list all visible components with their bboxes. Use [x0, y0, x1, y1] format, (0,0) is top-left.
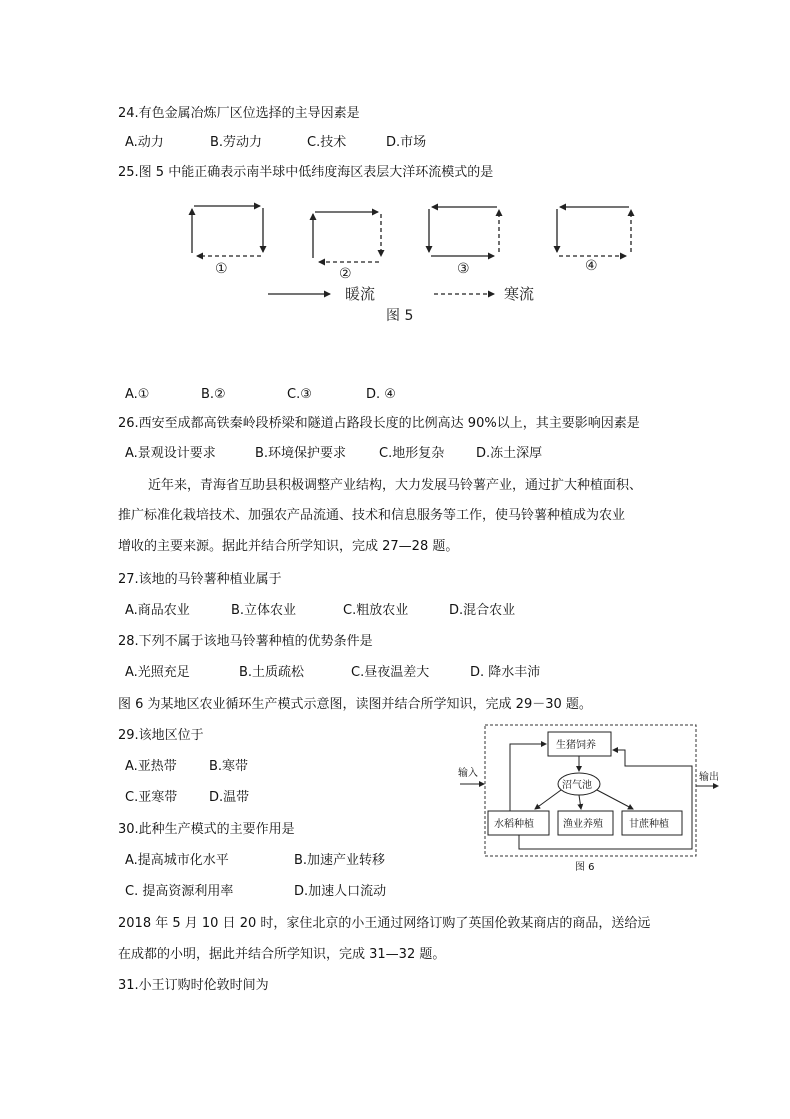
q27-option-c: C.粗放农业 [343, 603, 409, 618]
q29-option-a: A.亚热带 [125, 759, 177, 774]
q30-option-d: D.加速人口流动 [294, 884, 387, 899]
figure-6 [455, 718, 725, 878]
pig-farming-label: 生猪饲养 [556, 740, 596, 751]
legend-cold-label: 寒流 [504, 285, 535, 303]
q29-option-b: B.寒带 [209, 759, 249, 774]
diagram-2-label: ② [339, 266, 352, 282]
q28-option-a: A.光照充足 [125, 665, 190, 680]
diagram-1-arrows [192, 206, 263, 256]
q26-stem: 26.西安至成都高铁秦岭段桥梁和隧道占路段长度的比例高达 90%以上，其主要影响因素是 [118, 416, 640, 431]
q27-option-a: A.商品农业 [125, 603, 190, 618]
q26-option-a: A.景观设计要求 [125, 446, 216, 461]
figure-5-caption: 图 5 [386, 308, 414, 324]
output-label: 输出 [699, 772, 719, 783]
q24-option-c: C.技术 [307, 135, 347, 150]
diagram-2-arrows [313, 212, 381, 262]
figure-5 [0, 0, 790, 340]
figure-6-intro: 图 6 为某地区农业循环生产模式示意图，读图并结合所学知识，完成 29－30 题。 [118, 697, 592, 712]
q28-option-b: B.土质疏松 [239, 665, 305, 680]
q26-option-d: D.冻土深厚 [476, 446, 543, 461]
q28-option-c: C.昼夜温差大 [351, 665, 430, 680]
biogas-tank-label: 沼气池 [562, 780, 592, 791]
q25-option-a: A.① [125, 387, 150, 402]
passage-2-line-2: 在成都的小明，据此并结合所学知识，完成 31—32 题。 [118, 947, 446, 962]
q24-stem: 24.有色金属冶炼厂区位选择的主导因素是 [118, 106, 360, 121]
q26-option-c: C.地形复杂 [379, 446, 445, 461]
q28-option-d: D. 降水丰沛 [470, 665, 541, 680]
diagram-1-label: ① [215, 261, 228, 277]
rice-label: 水稻种植 [494, 819, 534, 830]
q27-option-d: D.混合农业 [449, 603, 516, 618]
passage-2-line-1: 2018 年 5 月 10 日 20 时，家住北京的小王通过网络订购了英国伦敦某商店的商品，送给远 [118, 916, 651, 931]
fishery-label: 渔业养殖 [563, 819, 603, 830]
q31-stem: 31.小王订购时伦敦时间为 [118, 978, 269, 993]
figure-6-caption: 图 6 [575, 862, 595, 873]
q30-option-a: A.提高城市化水平 [125, 853, 229, 868]
q25-option-b: B.② [201, 387, 226, 402]
q26-option-b: B.环境保护要求 [255, 446, 347, 461]
diagram-3-label: ③ [457, 261, 470, 277]
q28-stem: 28.下列不属于该地马铃薯种植的优势条件是 [118, 634, 373, 649]
q29-stem: 29.该地区位于 [118, 728, 204, 743]
passage-1-line-1: 近年来，青海省互助县积极调整产业结构，大力发展马铃薯产业，通过扩大种植面积、 [148, 478, 643, 493]
q29-option-c: C.亚寒带 [125, 790, 178, 805]
q24-option-b: B.劳动力 [210, 135, 263, 150]
diagram-3-arrows [429, 207, 499, 256]
q25-option-d: D. ④ [366, 387, 396, 402]
diagram-4-arrows [557, 207, 631, 256]
diagram-4-label: ④ [585, 258, 598, 274]
q30-option-b: B.加速产业转移 [294, 853, 386, 868]
q24-option-a: A.动力 [125, 135, 164, 150]
q25-stem: 25.图 5 中能正确表示南半球中低纬度海区表层大洋环流模式的是 [118, 165, 494, 180]
q30-option-c: C. 提高资源利用率 [125, 884, 234, 899]
q30-stem: 30.此种生产模式的主要作用是 [118, 822, 295, 837]
q25-option-c: C.③ [287, 387, 312, 402]
input-label: 输入 [458, 768, 478, 779]
q27-option-b: B.立体农业 [231, 603, 297, 618]
legend-warm-label: 暖流 [345, 285, 376, 303]
passage-1-line-2: 推广标准化栽培技术、加强农产品流通、技术和信息服务等工作，使马铃薯种植成为农业 [118, 508, 626, 523]
q29-option-d: D.温带 [209, 790, 250, 805]
sugarcane-label: 甘蔗种植 [629, 819, 669, 830]
q24-option-d: D.市场 [386, 135, 427, 150]
q27-stem: 27.该地的马铃薯种植业属于 [118, 572, 282, 587]
passage-1-line-3: 增收的主要来源。据此并结合所学知识，完成 27—28 题。 [118, 539, 459, 554]
